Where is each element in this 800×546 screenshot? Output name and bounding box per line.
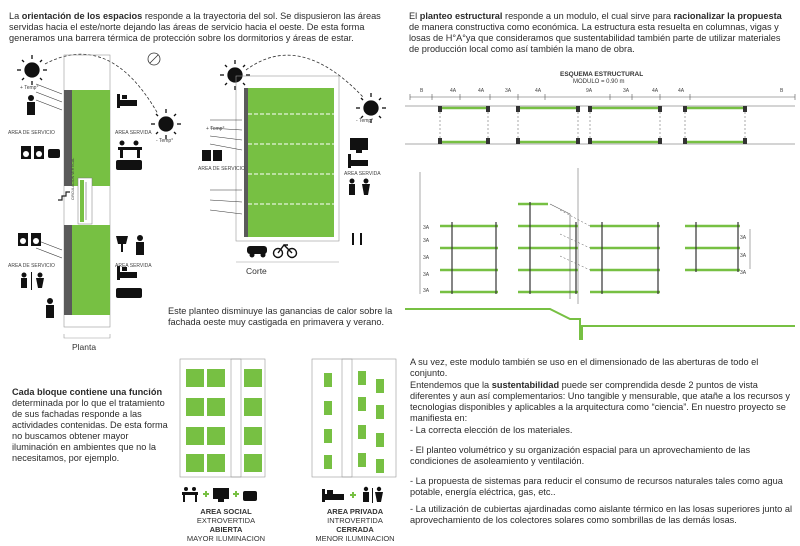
vdim-right-label: 3A — [740, 270, 747, 276]
privada-icons — [320, 486, 392, 504]
washing-machine-icon — [18, 233, 41, 246]
car-icon — [247, 246, 267, 258]
person-icon — [27, 95, 35, 115]
bicycle-icon — [274, 245, 297, 258]
north-arrow-icon — [148, 53, 160, 65]
list-item: - La utilización de cubiertas ajardinadas como aislante térmico en las losas superiores junto al aprovechamiento de los colectores solares como sombrillas de las demás losas. — [410, 504, 792, 525]
sun-icon — [17, 55, 47, 85]
tv-icon — [350, 138, 368, 153]
dim-label: 9A — [586, 88, 593, 94]
vdim-left-label: 3A — [423, 225, 430, 231]
bed-icon — [348, 154, 368, 168]
section-area-servida: AREA SERVIDA — [344, 171, 381, 177]
dim-label: 3A — [505, 88, 512, 94]
bloque-paragraph: Cada bloque contiene una función determinada por lo que el tratamiento de sus fachadas responde a las actividades contenidas. De esta forma no buscamos obtener mayor iluminación en ambientes que no la necesitamos, por ejemplo. — [12, 387, 168, 463]
plan-caption: Planta — [72, 342, 97, 352]
dim-label: 4A — [450, 88, 457, 94]
plan-temp-high: + Temp° — [20, 85, 39, 91]
vdim-left-label: 3A — [423, 238, 430, 244]
section-caption: Corte — [246, 266, 267, 276]
dim-label: 4A — [652, 88, 659, 94]
dining-icon — [182, 487, 198, 502]
privada-elevation — [308, 357, 404, 482]
heat-gain-note: Este planteo disminuye las ganancias de calor sobre la fachada oeste muy castigada en primavera y verano. — [168, 306, 393, 327]
sun-icon — [220, 60, 250, 90]
social-icons — [180, 486, 270, 504]
sofa-icon — [116, 160, 142, 170]
vdim-left-label: 3A — [423, 272, 430, 278]
bed-icon — [117, 94, 137, 108]
dim-label: 4A — [478, 88, 485, 94]
plan-area-servicio-1: AREA DE SERVICIO — [8, 130, 55, 136]
structural-scheme — [400, 94, 800, 344]
restroom-icon — [363, 487, 383, 503]
dim-label: 4A — [535, 88, 542, 94]
plan-core-label: CIRCULACION VERTICAL — [71, 157, 75, 200]
restroom-icon — [349, 179, 370, 196]
plus-icon — [350, 492, 356, 498]
dim-label: 4A — [678, 88, 685, 94]
plan-area-servicio-2: AREA DE SERVICIO — [8, 263, 55, 269]
dim-label: 3A — [623, 88, 630, 94]
vdim-right-label: 3A — [740, 235, 747, 241]
bed-icon — [322, 489, 344, 502]
section-temp-low: - Temp° — [356, 118, 374, 124]
structure-paragraph: El planteo estructural responde a un modulo, el cual sirve para racionalizar la propuesta de manera constructiva como económica. La estructura esta resuelta en columnas, vigas y losas de H°A°ya que consideramos que sustentabilidad también parte de utilizar materiales de producción local como así también la mano de obra. — [409, 11, 782, 54]
dining-icon — [118, 141, 142, 159]
list-item: - La correcta elección de los materiales. — [410, 425, 573, 435]
social-caption: AREA SOCIAL EXTROVERTIDA ABIERTA MAYOR ILUMINACION — [186, 507, 266, 543]
esquema-title: ESQUEMA ESTRUCTURAL — [560, 71, 644, 78]
vdim-left-label: 3A — [423, 288, 430, 294]
modulo-paragraph: A su vez, este modulo también se uso en el dimensionado de las aberturas de todo el conjunto. — [410, 357, 759, 378]
plan-temp-low: - Temp° — [156, 138, 174, 144]
sun-icon — [151, 109, 181, 139]
sofa-icon — [116, 288, 142, 298]
orientation-paragraph: La orientación de los espacios responde a la trayectoria del sol. Se dispusieron las áreas servidas hacia el este/norte dejando las áreas de servicio hacia el oeste. De esta forma generamos una barrera térmica de protección sobre los dormitorios y áreas de estar. — [9, 11, 381, 43]
bbq-icon — [116, 236, 128, 252]
pot-icon — [243, 491, 257, 501]
sustentabilidad-paragraph: Entendemos que la sustentabilidad puede ser comprendida desde 2 puntos de vista diferentes y aun así complementarios: Uno tangible y mensurable, que atañe a los recursos y tecnologias disponibles y aplicables a la arquitectura como “ciencia”. En nuestro proyecto se manifiesta en: — [410, 380, 790, 423]
list-item: - El planteo volumétrico y su organización espacial para un aprovechamiento de las condiciones de asoleamiento y ventilación. — [410, 445, 751, 466]
person-icon — [46, 298, 54, 318]
restroom-icon — [21, 272, 44, 290]
section-temp-high: + Temp° — [206, 126, 225, 132]
plan-area-servida-2: AREA SERVIDA — [115, 263, 152, 269]
dim-label: B — [780, 88, 784, 94]
washing-machine-icon — [21, 146, 44, 159]
tv-icon — [213, 488, 229, 502]
dining-icon — [352, 233, 362, 245]
privada-caption: AREA PRIVADA INTROVERTIDA CERRADA MENOR ILUMINACION — [315, 507, 395, 543]
vdim-left-label: 3A — [423, 255, 430, 261]
vdim-right-label: 3A — [740, 253, 747, 259]
plus-icon — [203, 491, 209, 497]
list-item: - La propuesta de sistemas para reducir el consumo de recursos naturales tales como agua potable, energía eléctrica, gas, etc.. — [410, 476, 783, 497]
plus-icon — [233, 491, 239, 497]
plan-area-servida-1: AREA SERVIDA — [115, 130, 152, 136]
social-elevation — [176, 357, 276, 482]
section-area-servicio: AREA DE SERVICIO — [198, 166, 245, 172]
esquema-modulo: MODULO = 0.90 m — [573, 79, 625, 85]
pot-icon — [48, 149, 60, 158]
section-diagram — [180, 50, 390, 275]
washing-machine-icon — [202, 150, 222, 161]
dim-label: B — [420, 88, 424, 94]
person-icon — [136, 235, 144, 255]
